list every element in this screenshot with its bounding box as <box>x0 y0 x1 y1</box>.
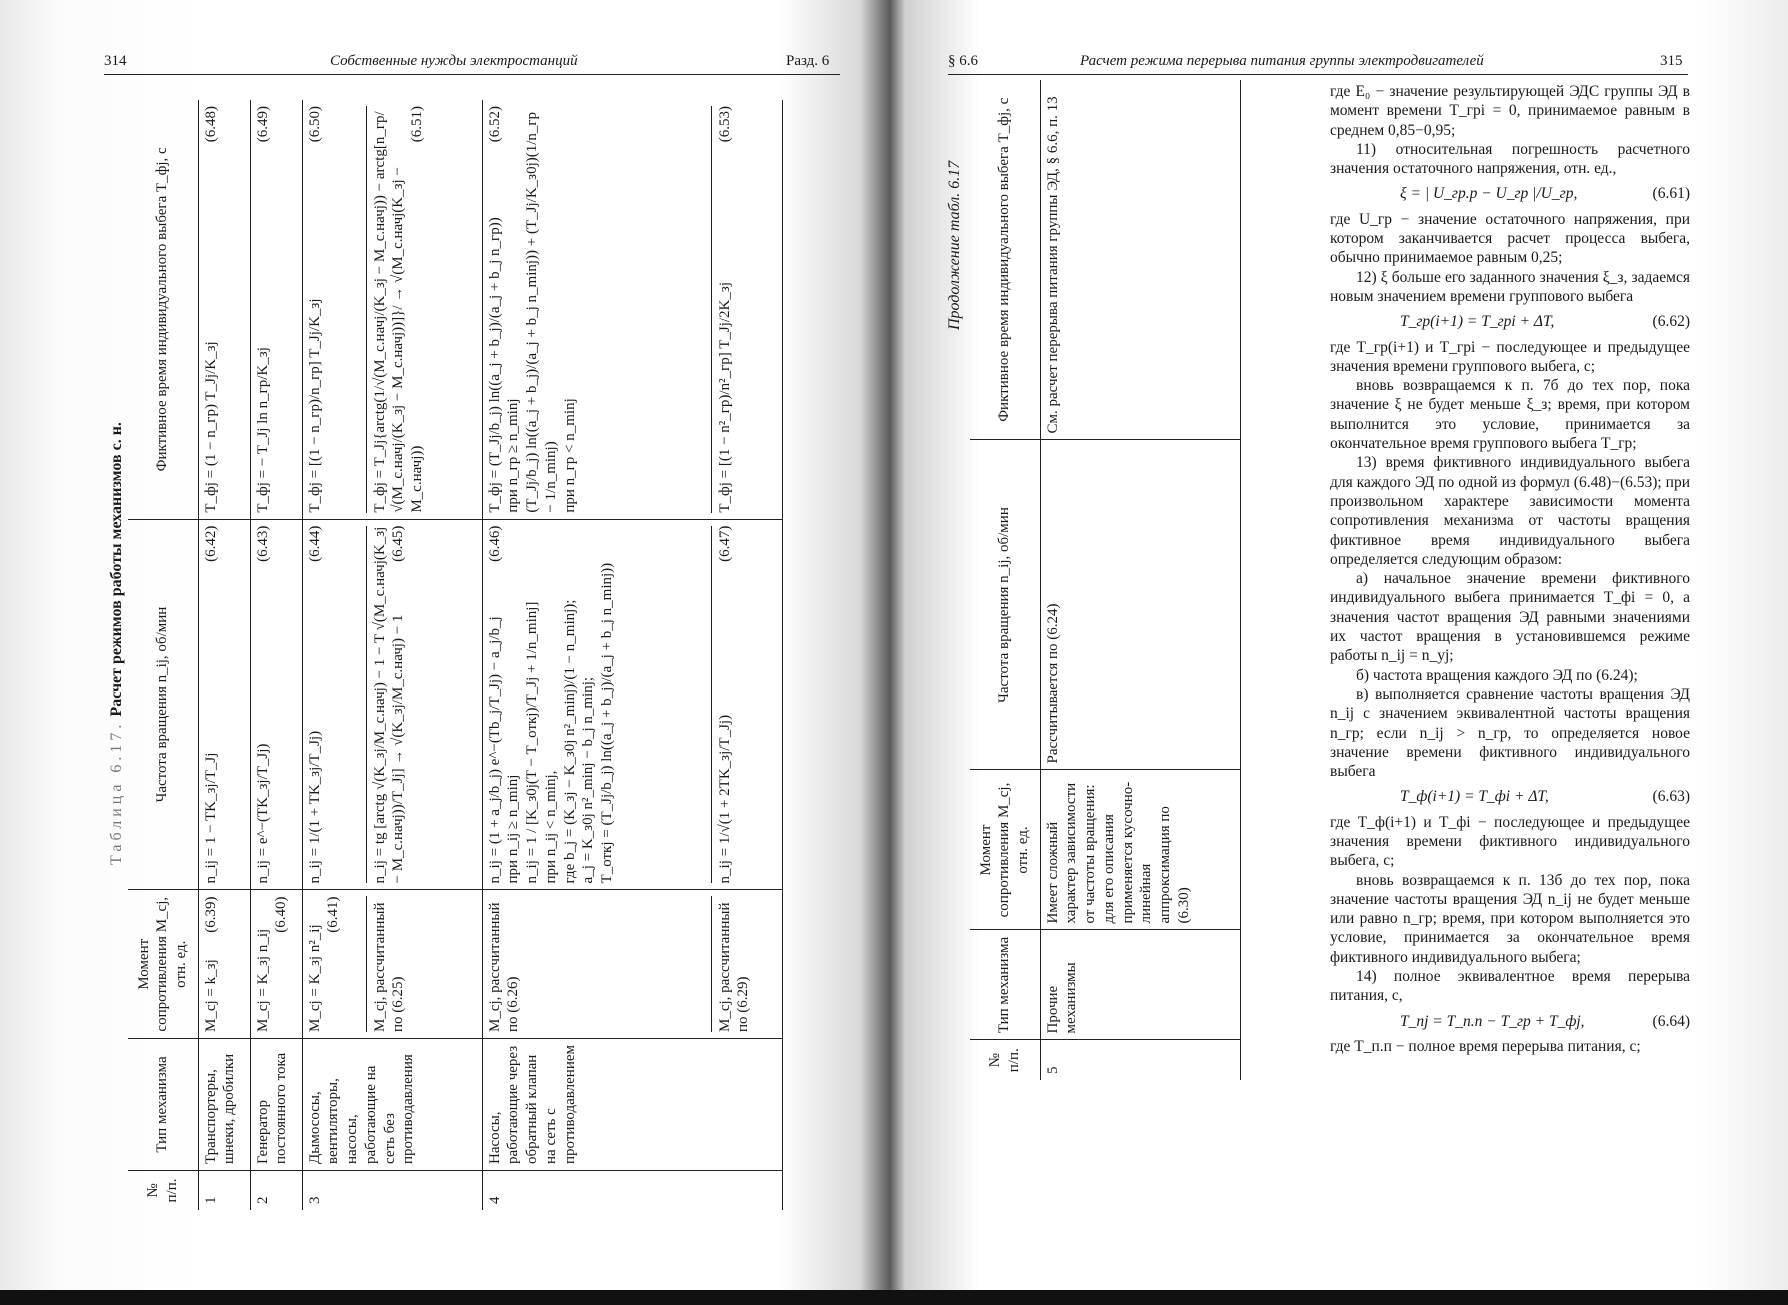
row-freq: Рассчитывается по (6.24) <box>1040 440 1240 770</box>
row-moment: Имеет сложный характер зависимости от частоты вращения: для его описания применяется кусочно-линейная аппроксимация по (6.30) <box>1040 770 1240 930</box>
row-freq <box>250 519 302 890</box>
row-moment <box>198 890 250 1039</box>
time-formula: T_фj = [(1 − n_гр)/n_гр] T_Jj/K_зj <box>306 298 323 513</box>
paragraph: 14) полное эквивалентное время перерыва питания, с, <box>1330 968 1690 1005</box>
header-moment: Момент сопротивления M_cj, отн. ед. <box>128 890 198 1039</box>
row-num: 5 <box>1040 1040 1240 1080</box>
freq-line: n_ij = 1 / [K_з0j(T − T_откj)/T_Jj + 1/n_minj] <box>524 601 540 884</box>
header-num: № п/п. <box>128 1170 198 1210</box>
header-type: Тип механизма <box>128 1038 198 1170</box>
right-page <box>900 0 1788 1305</box>
paragraph: где T_ф(i+1) и T_фi − последующее и предыдущее значения времени фиктивного индивидуального выбега, с; <box>1330 813 1690 870</box>
paragraph: 11) относительная погрешность расчетного значения остаточного напряжения, отн. ед., <box>1330 140 1690 178</box>
equation-number: (6.44) <box>306 525 323 562</box>
paragraph: 13) время фиктивного индивидуального выбега для каждого ЭД по одной из формул (6.48)−(6.53); при произвольном характере зависимости момента сопротивления механизма от частоты вращения фиктивное время индивидуального выбега определяется следующим образом: <box>1330 454 1690 568</box>
freq-formula: n_ij = 1 − TK_зj/T_Jj <box>202 752 219 884</box>
freq-line: где b_j = (K_зj − K_з0j n²_minj)/(1 − n_minj); <box>561 599 578 884</box>
row-moment <box>482 890 782 1039</box>
table-6-17 <box>128 100 783 1210</box>
equation-number: (6.48) <box>202 106 219 143</box>
table-row <box>1040 80 1240 1080</box>
equation-number: (6.39) <box>202 896 219 933</box>
freq-formula-2: n_ij = 1/√(1 + 2TK_зj/T_Jj) <box>716 714 733 884</box>
header-freq: Частота вращения n_ij, об/мин <box>128 519 198 890</box>
table-row <box>302 100 482 1210</box>
scan-edge <box>0 1290 1788 1305</box>
equation-number: (6.63) <box>1652 788 1690 806</box>
freq-formula: n_ij = 1/(1 + TK_зj/T_Jj) <box>306 730 323 884</box>
row-type: Генератор постоянного тока <box>250 1038 302 1170</box>
time-line: (T_Jj/b_j) ln((a_j + b_j)/(a_j + b_j n_minj)) + (T_Jj/K_з0j)(1/n_гр − 1/n_minj) <box>524 111 559 513</box>
equation-number: (6.42) <box>202 525 219 562</box>
running-title: Расчет режима перерыва питания группы электродвигателей <box>1080 53 1484 69</box>
formula-6-61 <box>1330 184 1690 203</box>
freq-line: a_j = K_з0j n²_minj − b_j n_minj; <box>580 676 597 884</box>
table-caption: Продолжение табл. 6.17 <box>946 160 963 330</box>
row-time <box>482 100 782 519</box>
time-formula-2: T_фj = T_Jj{arctg(1/√(M_c.начj/(K_зj − M_c.начj)) − arctg[n_гр/√(M_c.начj/(K_зj − M_c.начj))]}/ → √(M_c.начj(K_зj − M_c.начj)) <box>371 111 425 513</box>
equation-number: (6.50) <box>306 106 323 143</box>
equation-number: (6.45) <box>390 525 407 562</box>
paragraph: 12) ξ больше его заданного значения ξ_з, задаемся новым значением времени группового выбега <box>1330 268 1690 305</box>
equation-number: (6.47) <box>716 525 733 562</box>
row-freq <box>198 519 250 890</box>
equation-number: (6.40) <box>273 896 290 933</box>
row-num: 2 <box>250 1170 302 1210</box>
freq-formula: n_ij = e^−(TK_зj/T_Jj) <box>254 743 271 884</box>
section-label: § 6.6 <box>948 53 978 69</box>
table-row <box>482 100 782 1210</box>
freq-line: n_ij = (1 + a_j/b_j) e^−(Tb_j/T_Jj) − a_j/b_j <box>486 616 503 884</box>
equation-number: (6.43) <box>254 525 271 562</box>
paragraph: где E₀ − значение результирующей ЭДС группы ЭД в момент времени T_грi = 0, принимаемое равным в среднем 0,85−0,95; <box>1330 83 1690 139</box>
equation-number: (6.46) <box>486 525 503 562</box>
equation-number: (6.52) <box>486 106 503 143</box>
moment-note: M_cj, рассчитанный по (6.25) <box>366 896 409 1032</box>
row-time <box>250 100 302 519</box>
time-line: T_фj = (T_Jj/b_j) ln((a_j + b_j)/(a_j + b_j n_гр)) <box>486 217 503 513</box>
row-moment <box>250 890 302 1039</box>
paragraph: где T_п.п − полное время перерыва питания, с; <box>1330 1037 1641 1055</box>
paragraph: а) начальное значение времени фиктивного индивидуального выбега принимается T_фi = 0, а значения частот вращения ЭД равными значениями их частот вращения в установившемся режиме работы n_ij = n_уj; <box>1330 570 1690 665</box>
formula-text: T_гр(i+1) = T_грi + ΔT, <box>1400 313 1555 331</box>
equation-number: (6.41) <box>325 896 342 933</box>
row-time <box>198 100 250 519</box>
header-num: № п/п. <box>970 1040 1040 1080</box>
row-type: Транспортеры, шнеки, дробилки <box>198 1038 250 1170</box>
row-num: 4 <box>482 1170 782 1210</box>
moment-formula: M_cj = K_зj n_ij <box>254 928 271 1032</box>
row-time <box>302 100 482 519</box>
row-num: 3 <box>302 1170 482 1210</box>
moment-formula: M_cj = K_зj n²_ij <box>306 924 323 1032</box>
header-rule <box>104 74 840 75</box>
moment-formula: M_cj = k_зj <box>202 959 219 1032</box>
row-moment <box>302 890 482 1039</box>
row-type: Насосы, работающие через обратный клапан на сеть с противодавлением <box>482 1038 782 1170</box>
header-moment: Момент сопротивления M_cj, отн. ед. <box>970 770 1040 930</box>
row-freq <box>482 519 782 890</box>
equation-number: (6.49) <box>254 106 271 143</box>
row-freq <box>302 519 482 890</box>
table-caption-title: Расчет режимов работы механизмов с. н. <box>108 422 125 717</box>
freq-line: при n_ij < n_minj, <box>542 770 559 884</box>
equation-number: (6.64) <box>1652 1012 1690 1030</box>
paragraph: где U_гр − значение остаточного напряжения, при котором заканчивается расчет процесса выбега, обычно принимаемое равным 0,25; <box>1330 210 1690 267</box>
row-type: Дымососы, вентиляторы, насосы, работающие на сеть без противодавления <box>302 1038 482 1170</box>
page-number: 314 <box>104 53 127 69</box>
table-row <box>198 100 250 1210</box>
equation-number: (6.62) <box>1652 313 1690 331</box>
moment-note-2: M_cj, рассчитанный по (6.29) <box>711 896 754 1032</box>
equation-number: (6.61) <box>1652 185 1690 203</box>
header-time: Фиктивное время индивидуального выбега T_фj, с <box>128 100 198 519</box>
equation-number: (6.53) <box>716 106 733 143</box>
header-rule <box>948 74 1688 75</box>
paragraph: вновь возвращаемся к п. 7б до тех пор, пока значение ξ не будет меньше ξ_з; время, при котором выполнится это условие, принимается за окончательное время группового выбега T_гр; <box>1330 377 1690 453</box>
formula-6-62 <box>1330 312 1690 331</box>
formula-text: T_ф(i+1) = T_фi + ΔT, <box>1400 788 1549 806</box>
table-row <box>250 100 302 1210</box>
time-formula: T_фj = − T_Jj ln n_гр/K_зj <box>254 347 271 513</box>
paragraph: вновь возвращаемся к п. 13б до тех пор, пока значение частоты вращения ЭД n_ij не будет меньше или равно n_гр; время, при котором выполняется это условие, принимается за окончательное время фиктивного индивидуального выбега; <box>1330 871 1690 966</box>
formula-6-64 <box>1330 1012 1690 1031</box>
header-time: Фиктивное время индивидуального выбега T_фj, с <box>970 80 1040 440</box>
row-num: 1 <box>198 1170 250 1210</box>
header-freq: Частота вращения n_ij, об/мин <box>970 440 1040 770</box>
left-page <box>0 0 880 1305</box>
running-title: Собственные нужды электростанций <box>330 53 578 69</box>
equation-number: (6.51) <box>409 106 425 143</box>
time-formula-2: T_фj = [(1 − n²_гр)/n²_гр] T_Jj/2K_зj <box>716 282 733 513</box>
moment-note: M_cj, рассчитанный по (6.26) <box>486 902 522 1032</box>
freq-line: T_откj = (T_Jj/b_j) ln((a_j + b_j)/(a_j + b_j n_minj)) <box>599 562 615 884</box>
time-line: при n_гр ≥ n_minj <box>505 398 522 513</box>
body-text <box>1330 82 1690 1056</box>
paragraph: в) выполняется сравнение частоты вращения ЭД n_ij с значением эквивалентной частоты вращения n_гр; если n_ij > n_гр, то определяется новое значение времени фиктивного индивидуального выбега <box>1330 685 1690 781</box>
table-caption <box>108 422 126 865</box>
time-formula: T_фj = (1 − n_гр) T_Jj/K_зj <box>202 341 219 513</box>
formula-6-63 <box>1330 787 1690 806</box>
header-type: Тип механизма <box>970 930 1040 1040</box>
row-type: Прочие механизмы <box>1040 930 1240 1040</box>
freq-formula-2: n_ij = tg [arctg √(K_зj/M_c.начj) − 1 − T √(M_c.начj(K_зj − M_c.начj))/T_Jj] → √(K_зj/M_c.начj) − 1 <box>371 526 407 884</box>
table-6-17-continued <box>970 80 1241 1080</box>
formula-text: ξ = | U_гр.р − U_гр |/U_гр, <box>1400 185 1578 203</box>
paragraph: б) частота вращения каждого ЭД по (6.24); <box>1356 666 1638 684</box>
freq-line: при n_ij ≥ n_minj <box>505 774 522 884</box>
row-time: См. расчет перерыва питания группы ЭД, § 6.6, п. 13 <box>1040 80 1240 440</box>
time-line: при n_гр < n_minj <box>561 398 578 513</box>
paragraph: где T_гр(i+1) и T_грi − последующее и предыдущее значения времени группового выбега, с; <box>1330 338 1690 375</box>
formula-text: T_пj = T_п.п − T_гр + T_фj, <box>1400 1012 1585 1030</box>
section-label: Разд. 6 <box>786 53 830 69</box>
page-number: 315 <box>1660 53 1683 69</box>
table-caption-prefix: Таблица 6.17. <box>108 720 125 865</box>
